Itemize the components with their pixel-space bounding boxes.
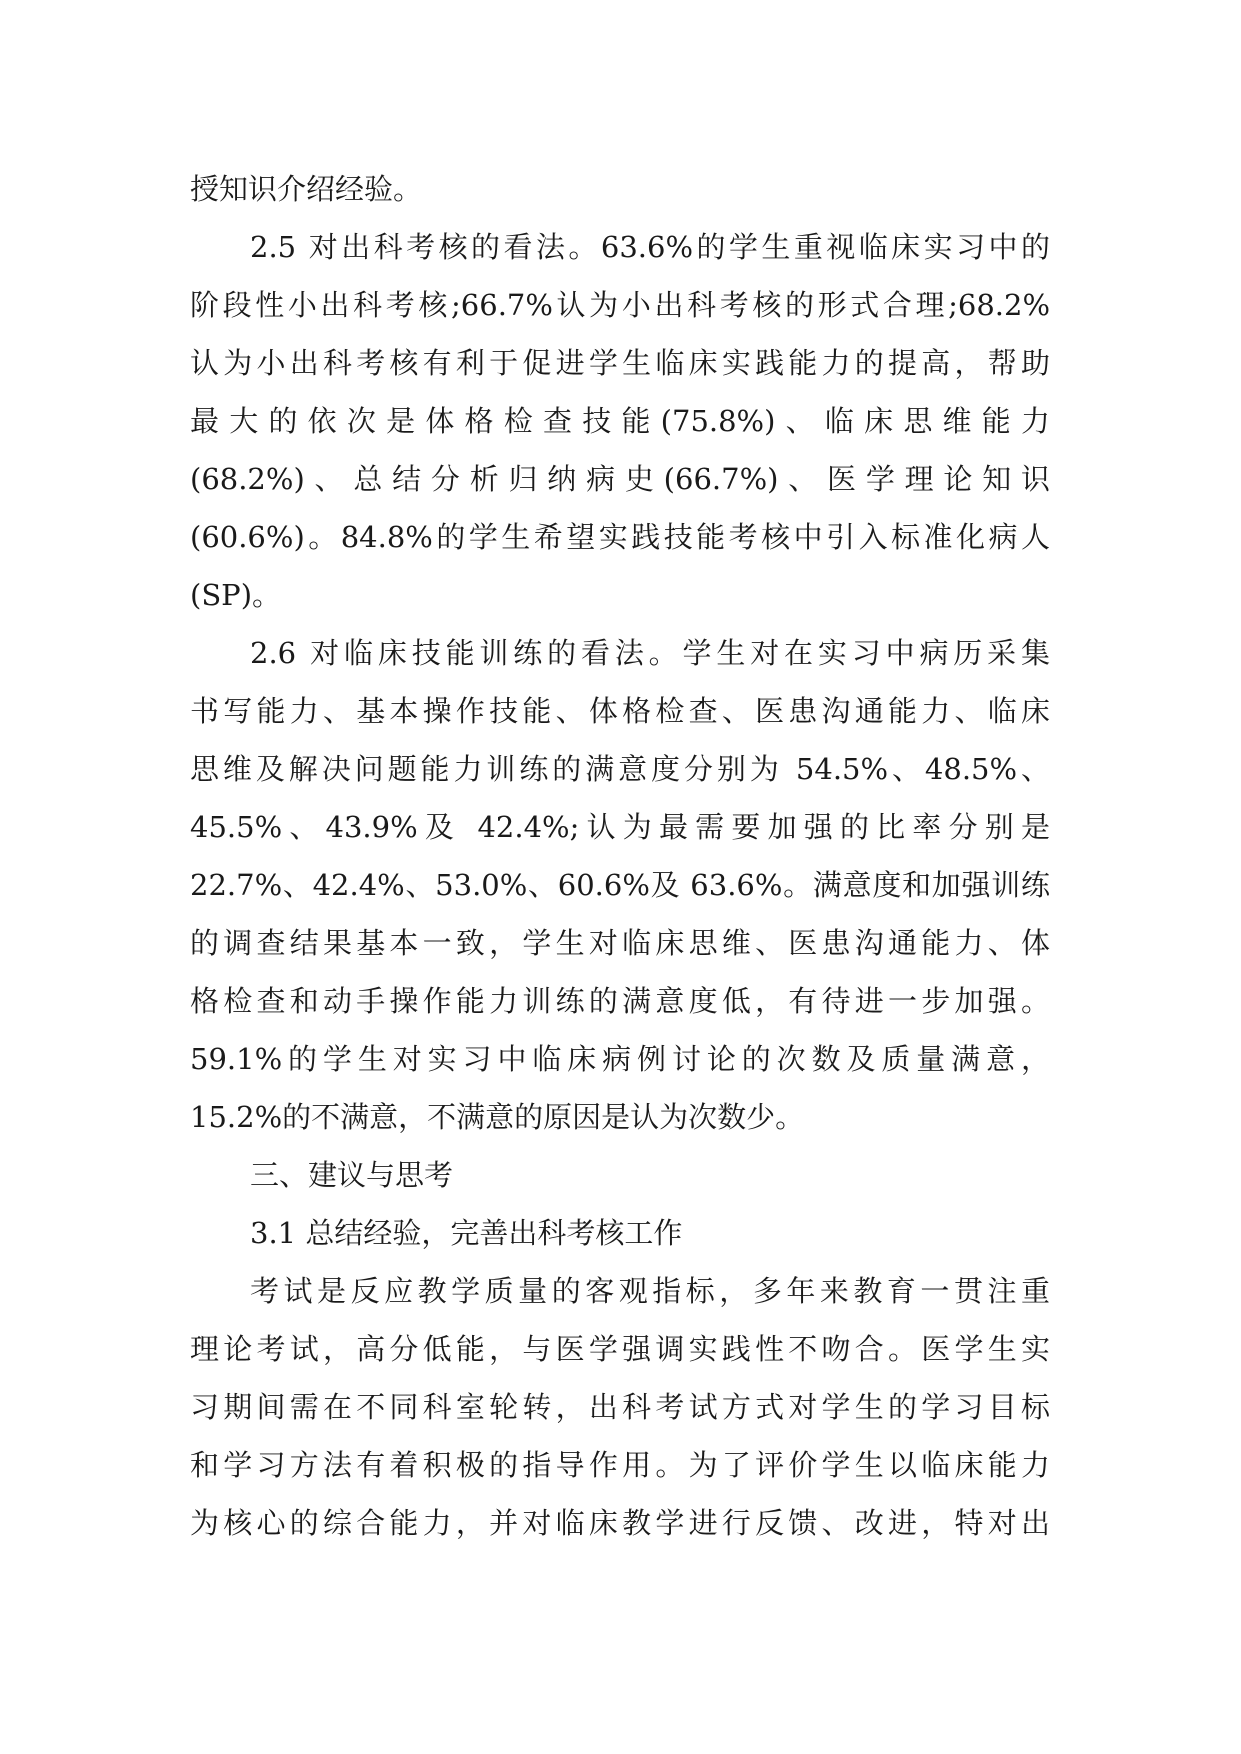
text-line: 15.2%的不满意，不满意的原因是认为次数少。	[190, 1100, 805, 1134]
text-line: 2.6 对临床技能训练的看法。学生对在实习中病历采集	[250, 636, 1050, 670]
text-line: 授知识介绍经验。	[190, 172, 423, 206]
text-line: 3.1 总结经验，完善出科考核工作	[250, 1216, 683, 1250]
text-line: 理论考试，高分低能，与医学强调实践性不吻合。医学生实	[190, 1332, 1050, 1366]
text-line: 45.5%、43.9%及 42.4%;认为最需要加强的比率分别是	[190, 810, 1050, 844]
text-line: 22.7%、42.4%、53.0%、60.6%及 63.6%。满意度和加强训练	[190, 868, 1050, 902]
text-line: 的调查结果基本一致，学生对临床思维、医患沟通能力、体	[190, 926, 1050, 960]
text-line: 习期间需在不同科室轮转，出科考试方式对学生的学习目标	[190, 1390, 1050, 1424]
text-line: (68.2%)、总结分析归纳病史(66.7%)、医学理论知识	[190, 462, 1050, 496]
text-line: (60.6%)。84.8%的学生希望实践技能考核中引入标准化病人	[190, 520, 1050, 554]
text-line: 2.5 对出科考核的看法。63.6%的学生重视临床实习中的	[250, 230, 1050, 264]
text-line: 书写能力、基本操作技能、体格检查、医患沟通能力、临床	[190, 694, 1050, 728]
text-line: 最大的依次是体格检查技能(75.8%)、临床思维能力	[190, 404, 1050, 438]
text-line: 59.1%的学生对实习中临床病例讨论的次数及质量满意，	[190, 1042, 1050, 1076]
document-page	[190, 160, 1050, 1552]
text-line: 为核心的综合能力，并对临床教学进行反馈、改进，特对出	[190, 1506, 1050, 1540]
text-line: 思维及解决问题能力训练的满意度分别为 54.5%、48.5%、	[190, 752, 1050, 786]
text-line: 格检查和动手操作能力训练的满意度低，有待进一步加强。	[190, 984, 1050, 1018]
text-line: (SP)。	[190, 578, 282, 612]
text-line: 考试是反应教学质量的客观指标，多年来教育一贯注重	[250, 1274, 1050, 1308]
text-line: 认为小出科考核有利于促进学生临床实践能力的提高，帮助	[190, 346, 1050, 380]
text-line: 和学习方法有着积极的指导作用。为了评价学生以临床能力	[190, 1448, 1050, 1482]
text-line: 阶段性小出科考核;66.7%认为小出科考核的形式合理;68.2%	[190, 288, 1050, 322]
text-line: 三、建议与思考	[250, 1158, 454, 1192]
